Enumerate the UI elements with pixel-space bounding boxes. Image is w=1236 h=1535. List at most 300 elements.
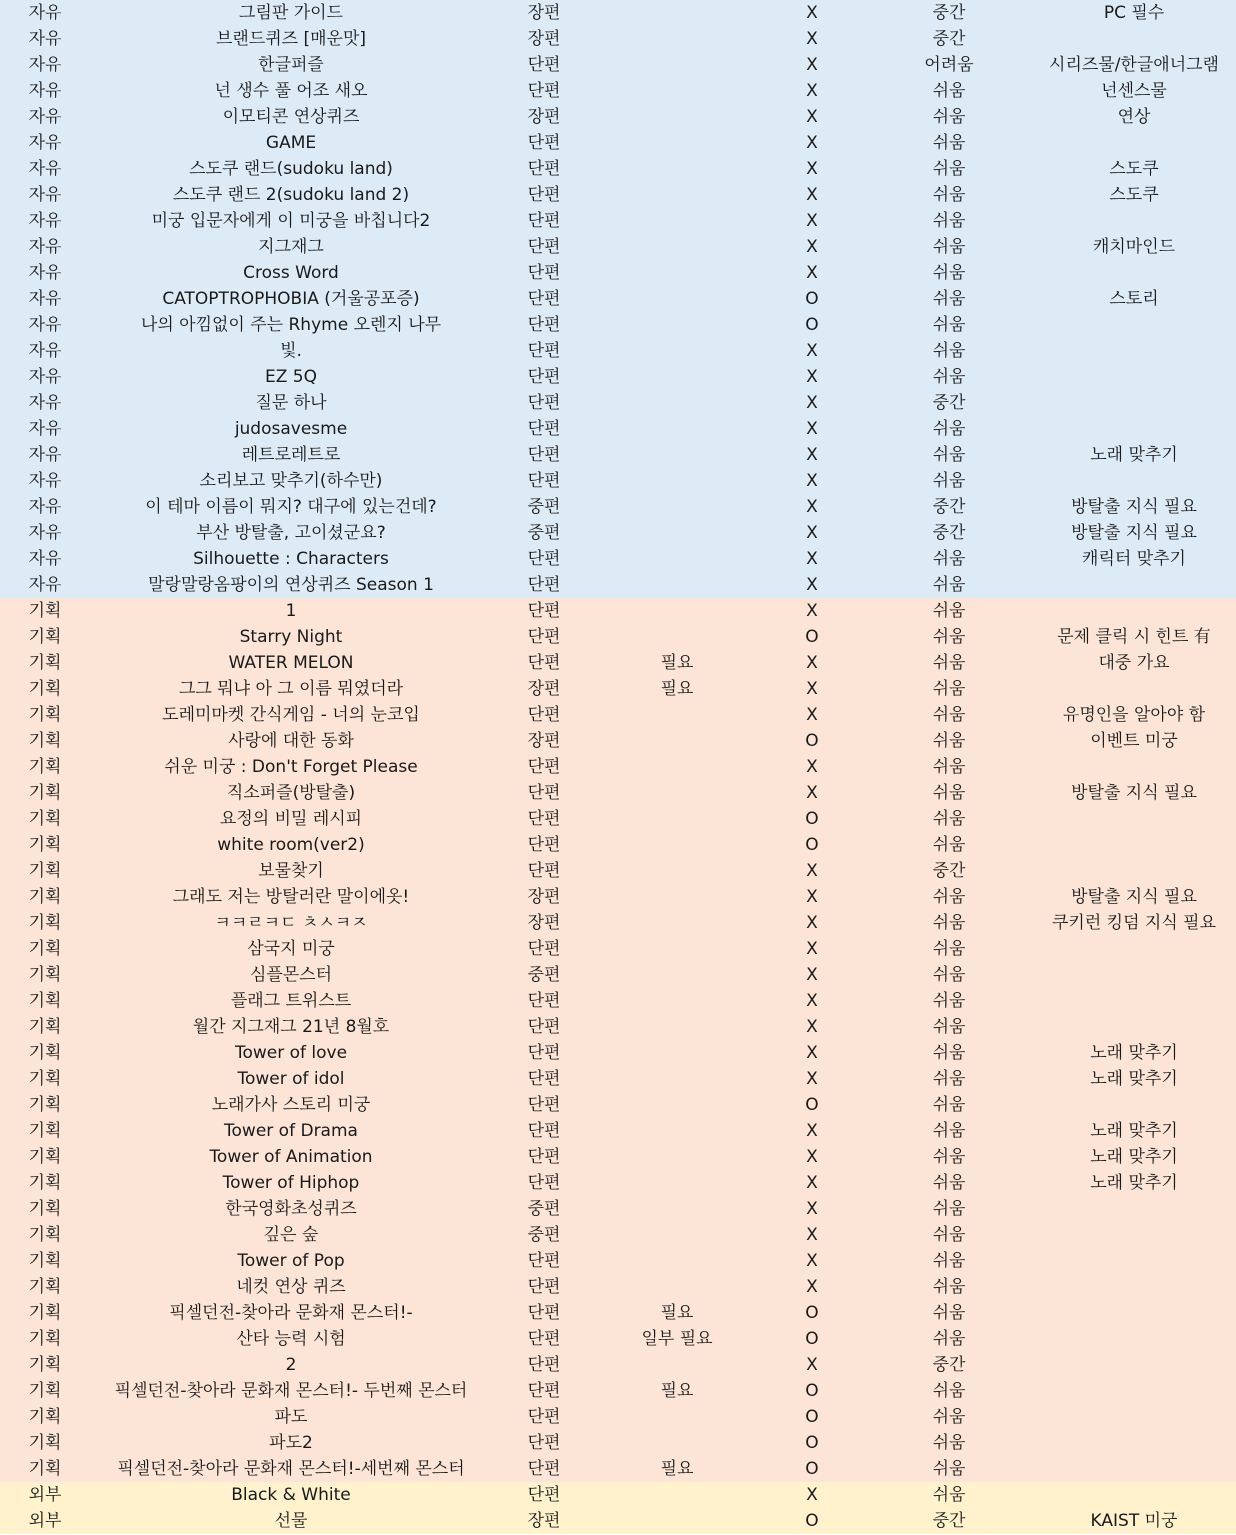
ox-cell[interactable]: O (805, 1511, 819, 1531)
note-cell[interactable] (1032, 1248, 1236, 1274)
difficulty-cell[interactable]: 쉬움 (932, 1329, 966, 1349)
table-row[interactable] (0, 130, 1236, 156)
ox-cell[interactable]: X (806, 1485, 818, 1505)
difficulty-cell[interactable]: 쉬움 (932, 1459, 966, 1479)
category-cell[interactable]: 기획 (28, 991, 62, 1011)
difficulty-cell[interactable]: 쉬움 (932, 107, 966, 127)
ox-cell[interactable]: X (806, 1251, 818, 1271)
table-row[interactable] (0, 26, 1236, 52)
requirement-cell[interactable]: 필요 (660, 1459, 694, 1479)
requirement-cell[interactable] (596, 494, 758, 520)
ox-cell[interactable]: X (806, 1355, 818, 1375)
table-row[interactable] (0, 780, 1236, 806)
requirement-cell[interactable] (596, 130, 758, 156)
length-cell[interactable]: 단편 (527, 653, 561, 673)
difficulty-cell[interactable]: 쉬움 (932, 809, 966, 829)
table-row[interactable] (0, 624, 1236, 650)
note-cell[interactable] (1032, 1378, 1236, 1404)
difficulty-cell[interactable]: 쉬움 (932, 1433, 966, 1453)
ox-cell[interactable]: O (805, 835, 819, 855)
note-cell[interactable]: 캐치마인드 (1092, 237, 1176, 257)
title-cell[interactable]: 픽셀던전-찾아라 문화재 몬스터!-세번째 몬스터 (117, 1459, 465, 1479)
title-cell[interactable]: 브랜드퀴즈 [매운맛] (215, 29, 367, 49)
note-cell[interactable] (1032, 754, 1236, 780)
title-cell[interactable]: 말랑말랑옴팡이의 연상퀴즈 Season 1 (148, 575, 434, 595)
ox-cell[interactable]: X (806, 341, 818, 361)
category-cell[interactable]: 자유 (28, 575, 62, 595)
category-cell[interactable]: 자유 (28, 419, 62, 439)
ox-cell[interactable]: X (806, 1043, 818, 1063)
ox-cell[interactable]: X (806, 887, 818, 907)
length-cell[interactable]: 단편 (527, 289, 561, 309)
title-cell[interactable]: 2 (285, 1355, 297, 1375)
requirement-cell[interactable] (596, 546, 758, 572)
length-cell[interactable]: 중편 (527, 1225, 561, 1245)
ox-cell[interactable]: X (806, 3, 818, 23)
table-row[interactable] (0, 598, 1236, 624)
ox-cell[interactable]: X (806, 783, 818, 803)
requirement-cell[interactable] (596, 988, 758, 1014)
note-cell[interactable]: 방탈출 지식 필요 (1071, 783, 1197, 803)
length-cell[interactable]: 장편 (527, 29, 561, 49)
note-cell[interactable]: 캐릭터 맞추기 (1082, 549, 1186, 569)
length-cell[interactable]: 단편 (527, 419, 561, 439)
table-row[interactable] (0, 494, 1236, 520)
requirement-cell[interactable] (596, 1066, 758, 1092)
title-cell[interactable]: 쉬운 미궁 : Don't Forget Please (164, 757, 418, 777)
ox-cell[interactable]: O (805, 731, 819, 751)
note-cell[interactable] (1032, 468, 1236, 494)
difficulty-cell[interactable]: 쉬움 (932, 601, 966, 621)
table-row[interactable] (0, 390, 1236, 416)
requirement-cell[interactable]: 필요 (660, 1303, 694, 1323)
difficulty-cell[interactable]: 쉬움 (932, 757, 966, 777)
title-cell[interactable]: 부산 방탈출, 고이셨군요? (196, 523, 386, 543)
title-cell[interactable]: 픽셀던전-찾아라 문화재 몬스터!- (169, 1303, 413, 1323)
category-cell[interactable]: 기획 (28, 679, 62, 699)
length-cell[interactable]: 단편 (527, 705, 561, 725)
ox-cell[interactable]: X (806, 1277, 818, 1297)
length-cell[interactable]: 단편 (527, 445, 561, 465)
category-cell[interactable]: 기획 (28, 1121, 62, 1141)
note-cell[interactable]: 노래 맞추기 (1090, 1069, 1178, 1089)
note-cell[interactable] (1032, 962, 1236, 988)
requirement-cell[interactable] (596, 1040, 758, 1066)
table-row[interactable] (0, 1378, 1236, 1404)
length-cell[interactable]: 단편 (527, 1147, 561, 1167)
title-cell[interactable]: 월간 지그재그 21년 8월호 (192, 1017, 390, 1037)
note-cell[interactable]: 넌센스물 (1101, 81, 1167, 101)
category-cell[interactable]: 기획 (28, 1303, 62, 1323)
note-cell[interactable] (1032, 1404, 1236, 1430)
category-cell[interactable]: 기획 (28, 1199, 62, 1219)
ox-cell[interactable]: X (806, 679, 818, 699)
difficulty-cell[interactable]: 중간 (932, 497, 966, 517)
category-cell[interactable]: 기획 (28, 1381, 62, 1401)
ox-cell[interactable]: O (805, 1407, 819, 1427)
note-cell[interactable]: 유명인을 알아야 함 (1062, 705, 1206, 725)
title-cell[interactable]: 그그 뭐냐 아 그 이름 뭐였더라 (178, 679, 404, 699)
table-row[interactable] (0, 520, 1236, 546)
difficulty-cell[interactable]: 쉬움 (932, 679, 966, 699)
title-cell[interactable]: 네컷 연상 퀴즈 (236, 1277, 346, 1297)
note-cell[interactable] (1032, 208, 1236, 234)
note-cell[interactable] (1032, 1196, 1236, 1222)
category-cell[interactable]: 기획 (28, 1173, 62, 1193)
table-row[interactable] (0, 1274, 1236, 1300)
category-cell[interactable]: 자유 (28, 55, 62, 75)
ox-cell[interactable]: X (806, 1173, 818, 1193)
category-cell[interactable]: 자유 (28, 159, 62, 179)
ox-cell[interactable]: X (806, 705, 818, 725)
requirement-cell[interactable] (596, 702, 758, 728)
ox-cell[interactable]: X (806, 861, 818, 881)
ox-cell[interactable]: O (805, 289, 819, 309)
requirement-cell[interactable] (596, 910, 758, 936)
note-cell[interactable] (1032, 832, 1236, 858)
length-cell[interactable]: 단편 (527, 1095, 561, 1115)
table-row[interactable] (0, 1482, 1236, 1508)
length-cell[interactable]: 단편 (527, 185, 561, 205)
table-row[interactable] (0, 1118, 1236, 1144)
title-cell[interactable]: 심플몬스터 (249, 965, 333, 985)
note-cell[interactable] (1032, 364, 1236, 390)
ox-cell[interactable]: X (806, 81, 818, 101)
length-cell[interactable]: 단편 (527, 1433, 561, 1453)
length-cell[interactable]: 단편 (527, 1121, 561, 1141)
length-cell[interactable]: 단편 (527, 211, 561, 231)
difficulty-cell[interactable]: 중간 (932, 861, 966, 881)
length-cell[interactable]: 단편 (527, 1043, 561, 1063)
note-cell[interactable]: 방탈출 지식 필요 (1071, 887, 1197, 907)
difficulty-cell[interactable]: 쉬움 (932, 471, 966, 491)
length-cell[interactable]: 단편 (527, 81, 561, 101)
table-row[interactable] (0, 364, 1236, 390)
ox-cell[interactable]: X (806, 419, 818, 439)
title-cell[interactable]: 요정의 비밀 레시피 (219, 809, 363, 829)
table-row[interactable] (0, 936, 1236, 962)
difficulty-cell[interactable]: 쉬움 (932, 913, 966, 933)
length-cell[interactable]: 장편 (527, 3, 561, 23)
table-row[interactable] (0, 78, 1236, 104)
requirement-cell[interactable] (596, 832, 758, 858)
length-cell[interactable]: 장편 (527, 887, 561, 907)
ox-cell[interactable]: O (805, 315, 819, 335)
table-row[interactable] (0, 962, 1236, 988)
ox-cell[interactable]: X (806, 445, 818, 465)
requirement-cell[interactable] (596, 780, 758, 806)
title-cell[interactable]: 이 테마 이름이 뭐지? 대구에 있는건데? (145, 497, 437, 517)
difficulty-cell[interactable]: 쉬움 (932, 731, 966, 751)
requirement-cell[interactable]: 필요 (660, 1381, 694, 1401)
requirement-cell[interactable]: 일부 필요 (641, 1329, 713, 1349)
length-cell[interactable]: 단편 (527, 1329, 561, 1349)
note-cell[interactable]: 노래 맞추기 (1090, 1147, 1178, 1167)
requirement-cell[interactable] (596, 1118, 758, 1144)
difficulty-cell[interactable]: 쉬움 (932, 1485, 966, 1505)
category-cell[interactable]: 자유 (28, 471, 62, 491)
title-cell[interactable]: 소리보고 맞추기(하수만) (199, 471, 383, 491)
ox-cell[interactable]: X (806, 1225, 818, 1245)
category-cell[interactable]: 자유 (28, 367, 62, 387)
note-cell[interactable] (1032, 130, 1236, 156)
category-cell[interactable]: 기획 (28, 1043, 62, 1063)
requirement-cell[interactable] (596, 182, 758, 208)
table-row[interactable] (0, 988, 1236, 1014)
difficulty-cell[interactable]: 쉬움 (932, 549, 966, 569)
category-cell[interactable]: 기획 (28, 861, 62, 881)
table-row[interactable] (0, 1040, 1236, 1066)
difficulty-cell[interactable]: 쉬움 (932, 367, 966, 387)
requirement-cell[interactable] (596, 598, 758, 624)
table-row[interactable] (0, 1456, 1236, 1482)
note-cell[interactable] (1032, 1326, 1236, 1352)
category-cell[interactable]: 기획 (28, 1329, 62, 1349)
title-cell[interactable]: GAME (265, 133, 317, 153)
title-cell[interactable]: 지그재그 (258, 237, 324, 257)
table-row[interactable] (0, 234, 1236, 260)
table-row[interactable] (0, 104, 1236, 130)
table-row[interactable] (0, 1092, 1236, 1118)
category-cell[interactable]: 외부 (28, 1485, 62, 1505)
note-cell[interactable] (1032, 1352, 1236, 1378)
note-cell[interactable] (1032, 598, 1236, 624)
category-cell[interactable]: 자유 (28, 549, 62, 569)
category-cell[interactable]: 자유 (28, 393, 62, 413)
category-cell[interactable]: 자유 (28, 3, 62, 23)
ox-cell[interactable]: X (806, 185, 818, 205)
title-cell[interactable]: ㅋㅋㄹㅋㄷ ㅊㅅㅋㅈ (214, 913, 368, 933)
table-row[interactable] (0, 1300, 1236, 1326)
difficulty-cell[interactable]: 쉬움 (932, 783, 966, 803)
note-cell[interactable]: 연상 (1117, 107, 1151, 127)
title-cell[interactable]: 그래도 저는 방탈러란 말이에옷! (172, 887, 410, 907)
difficulty-cell[interactable]: 쉬움 (932, 1069, 966, 1089)
title-cell[interactable]: 1 (285, 601, 297, 621)
note-cell[interactable] (1032, 338, 1236, 364)
table-row[interactable] (0, 1144, 1236, 1170)
title-cell[interactable]: 미궁 입문자에게 이 미궁을 바칩니다2 (151, 211, 431, 231)
category-cell[interactable]: 기획 (28, 1355, 62, 1375)
note-cell[interactable] (1032, 936, 1236, 962)
category-cell[interactable]: 기획 (28, 783, 62, 803)
category-cell[interactable]: 기획 (28, 1433, 62, 1453)
length-cell[interactable]: 단편 (527, 575, 561, 595)
difficulty-cell[interactable]: 쉬움 (932, 1199, 966, 1219)
note-cell[interactable] (1032, 260, 1236, 286)
title-cell[interactable]: 이모티콘 연상퀴즈 (222, 107, 360, 127)
category-cell[interactable]: 기획 (28, 1069, 62, 1089)
category-cell[interactable]: 기획 (28, 731, 62, 751)
difficulty-cell[interactable]: 쉬움 (932, 419, 966, 439)
difficulty-cell[interactable]: 쉬움 (932, 133, 966, 153)
title-cell[interactable]: EZ 5Q (265, 367, 317, 387)
category-cell[interactable]: 자유 (28, 29, 62, 49)
note-cell[interactable]: 스토리 (1109, 289, 1159, 309)
category-cell[interactable]: 기획 (28, 887, 62, 907)
difficulty-cell[interactable]: 쉬움 (932, 1095, 966, 1115)
difficulty-cell[interactable]: 쉬움 (932, 315, 966, 335)
title-cell[interactable]: Starry Night (239, 627, 343, 647)
table-row[interactable] (0, 650, 1236, 676)
difficulty-cell[interactable]: 쉬움 (932, 341, 966, 361)
category-cell[interactable]: 기획 (28, 601, 62, 621)
title-cell[interactable]: 레트로레트로 (241, 445, 341, 465)
category-cell[interactable]: 자유 (28, 315, 62, 335)
requirement-cell[interactable] (596, 468, 758, 494)
table-row[interactable] (0, 702, 1236, 728)
category-cell[interactable]: 기획 (28, 653, 62, 673)
ox-cell[interactable]: X (806, 263, 818, 283)
ox-cell[interactable]: X (806, 1069, 818, 1089)
requirement-cell[interactable] (596, 156, 758, 182)
note-cell[interactable] (1032, 1092, 1236, 1118)
title-cell[interactable]: 스도쿠 랜드(sudoku land) (189, 159, 393, 179)
note-cell[interactable]: 노래 맞추기 (1090, 1121, 1178, 1141)
note-cell[interactable] (1032, 1274, 1236, 1300)
table-row[interactable] (0, 286, 1236, 312)
table-row[interactable] (0, 0, 1236, 26)
length-cell[interactable]: 단편 (527, 263, 561, 283)
category-cell[interactable]: 외부 (28, 1511, 62, 1531)
requirement-cell[interactable] (596, 286, 758, 312)
note-cell[interactable]: 방탈출 지식 필요 (1071, 497, 1197, 517)
length-cell[interactable]: 단편 (527, 1355, 561, 1375)
requirement-cell[interactable] (596, 728, 758, 754)
category-cell[interactable]: 자유 (28, 523, 62, 543)
note-cell[interactable]: 대중 가요 (1098, 653, 1170, 673)
length-cell[interactable]: 단편 (527, 1069, 561, 1089)
requirement-cell[interactable] (596, 442, 758, 468)
note-cell[interactable] (1032, 312, 1236, 338)
note-cell[interactable] (1032, 1222, 1236, 1248)
difficulty-cell[interactable]: 쉬움 (932, 1407, 966, 1427)
difficulty-cell[interactable]: 쉬움 (932, 1173, 966, 1193)
difficulty-cell[interactable]: 쉬움 (932, 1303, 966, 1323)
table-row[interactable] (0, 442, 1236, 468)
requirement-cell[interactable] (596, 364, 758, 390)
title-cell[interactable]: 삼국지 미궁 (247, 939, 335, 959)
note-cell[interactable]: 스도쿠 (1109, 159, 1159, 179)
requirement-cell[interactable] (596, 78, 758, 104)
category-cell[interactable]: 기획 (28, 627, 62, 647)
title-cell[interactable]: 스도쿠 랜드 2(sudoku land 2) (172, 185, 410, 205)
difficulty-cell[interactable]: 쉬움 (932, 1121, 966, 1141)
difficulty-cell[interactable]: 쉬움 (932, 627, 966, 647)
ox-cell[interactable]: X (806, 1147, 818, 1167)
length-cell[interactable]: 단편 (527, 237, 561, 257)
length-cell[interactable]: 단편 (527, 939, 561, 959)
table-row[interactable] (0, 806, 1236, 832)
difficulty-cell[interactable]: 쉬움 (932, 263, 966, 283)
title-cell[interactable]: 노래가사 스토리 미궁 (211, 1095, 371, 1115)
ox-cell[interactable]: O (805, 809, 819, 829)
table-row[interactable] (0, 1352, 1236, 1378)
category-cell[interactable]: 자유 (28, 81, 62, 101)
difficulty-cell[interactable]: 중간 (932, 523, 966, 543)
length-cell[interactable]: 단편 (527, 341, 561, 361)
note-cell[interactable]: 시리즈물/한글애너그램 (1049, 55, 1219, 75)
length-cell[interactable]: 중편 (527, 1199, 561, 1219)
requirement-cell[interactable] (596, 962, 758, 988)
title-cell[interactable]: 직소퍼즐(방탈출) (226, 783, 356, 803)
difficulty-cell[interactable]: 쉬움 (932, 81, 966, 101)
title-cell[interactable]: WATER MELON (228, 653, 354, 673)
length-cell[interactable]: 단편 (527, 549, 561, 569)
table-row[interactable] (0, 1404, 1236, 1430)
title-cell[interactable]: 픽셀던전-찾아라 문화재 몬스터!- 두번째 몬스터 (114, 1381, 468, 1401)
requirement-cell[interactable] (596, 416, 758, 442)
note-cell[interactable]: 노래 맞추기 (1090, 1173, 1178, 1193)
difficulty-cell[interactable]: 쉬움 (932, 965, 966, 985)
title-cell[interactable]: 한국영화초성퀴즈 (225, 1199, 357, 1219)
note-cell[interactable]: 스도쿠 (1109, 185, 1159, 205)
difficulty-cell[interactable]: 쉬움 (932, 1225, 966, 1245)
difficulty-cell[interactable]: 쉬움 (932, 1277, 966, 1297)
category-cell[interactable]: 자유 (28, 133, 62, 153)
length-cell[interactable]: 단편 (527, 991, 561, 1011)
difficulty-cell[interactable]: 쉬움 (932, 211, 966, 231)
ox-cell[interactable]: X (806, 653, 818, 673)
table-row[interactable] (0, 208, 1236, 234)
ox-cell[interactable]: X (806, 601, 818, 621)
difficulty-cell[interactable]: 쉬움 (932, 939, 966, 959)
difficulty-cell[interactable]: 중간 (932, 1511, 966, 1531)
requirement-cell[interactable] (596, 26, 758, 52)
length-cell[interactable]: 단편 (527, 861, 561, 881)
length-cell[interactable]: 장편 (527, 107, 561, 127)
note-cell[interactable]: 쿠키런 킹덤 지식 필요 (1051, 913, 1216, 933)
table-row[interactable] (0, 546, 1236, 572)
note-cell[interactable]: KAIST 미궁 (1090, 1511, 1178, 1531)
length-cell[interactable]: 단편 (527, 159, 561, 179)
table-row[interactable] (0, 312, 1236, 338)
category-cell[interactable]: 기획 (28, 1407, 62, 1427)
length-cell[interactable]: 단편 (527, 835, 561, 855)
note-cell[interactable] (1032, 806, 1236, 832)
length-cell[interactable]: 단편 (527, 1251, 561, 1271)
table-row[interactable] (0, 884, 1236, 910)
title-cell[interactable]: 그림판 가이드 (239, 3, 343, 23)
length-cell[interactable]: 단편 (527, 1173, 561, 1193)
category-cell[interactable]: 기획 (28, 1251, 62, 1271)
difficulty-cell[interactable]: 쉬움 (932, 1251, 966, 1271)
requirement-cell[interactable] (596, 1274, 758, 1300)
category-cell[interactable]: 기획 (28, 913, 62, 933)
category-cell[interactable]: 기획 (28, 1225, 62, 1245)
length-cell[interactable]: 단편 (527, 809, 561, 829)
requirement-cell[interactable] (596, 936, 758, 962)
title-cell[interactable]: 보물찾기 (258, 861, 324, 881)
note-cell[interactable]: PC 필수 (1103, 3, 1165, 23)
requirement-cell[interactable] (596, 1248, 758, 1274)
difficulty-cell[interactable]: 쉬움 (932, 185, 966, 205)
table-row[interactable] (0, 728, 1236, 754)
requirement-cell[interactable] (596, 806, 758, 832)
requirement-cell[interactable]: 필요 (660, 653, 694, 673)
ox-cell[interactable]: O (805, 627, 819, 647)
requirement-cell[interactable] (596, 1508, 758, 1534)
note-cell[interactable] (1032, 572, 1236, 598)
ox-cell[interactable]: X (806, 991, 818, 1011)
title-cell[interactable]: 깊은 숲 (263, 1225, 319, 1245)
note-cell[interactable]: 방탈출 지식 필요 (1071, 523, 1197, 543)
table-row[interactable] (0, 1222, 1236, 1248)
length-cell[interactable]: 단편 (527, 133, 561, 153)
requirement-cell[interactable] (596, 0, 758, 26)
requirement-cell[interactable] (596, 52, 758, 78)
title-cell[interactable]: 나의 아낌없이 주는 Rhyme 오렌지 나무 (140, 315, 442, 335)
